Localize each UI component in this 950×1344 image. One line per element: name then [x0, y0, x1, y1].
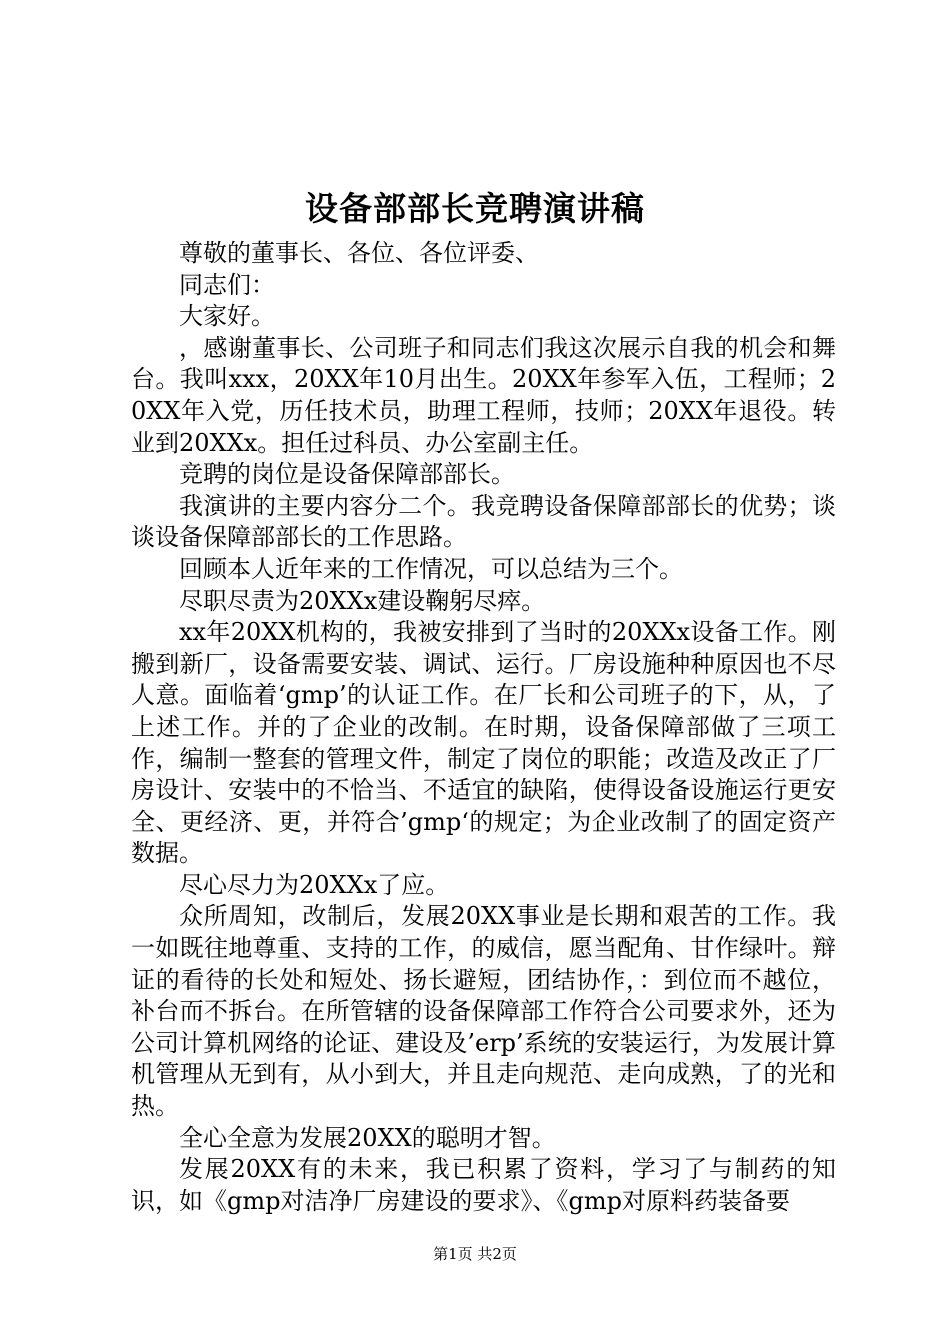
- paragraph-position: 竞聘的岗位是设备保障部部长。: [179, 460, 515, 489]
- paragraph-heading-three: 全心全意为发展20XX的聪明才智。: [179, 1123, 556, 1152]
- paragraph-equipment-work: xx年20XX机构的，我被安排到了当时的20XXx设备工作。刚搬到新厂，设备需要安装、调试、运行。厂房设施种种原因也不尽人意。面临着‘gmp’的认证工作。在厂长和公司班子的下，从，了上述工作。并的了企业的改制。在时期，设备保障部做了三项工作，编制一整套的管理文件，制定了岗位的职能；改造及改正了厂房设计、安装中的不恰当、不适宜的缺陷，使得设备设施运行更安全、更经济、更，并符合’gmp‘的规定；为企业改制了的固定资产数据。: [131, 618, 836, 868]
- page-footer: 第1页 共2页: [433, 1245, 517, 1263]
- paragraph-greeting: 大家好。: [179, 302, 275, 331]
- paragraph-teamwork: 众所周知，改制后，发展20XX事业是长期和艰苦的工作。我一如既往地尊重、支持的工作，的威信，愿当配角、甘作绿叶。辩证的看待的长处和短处、扬长避短，团结协作，：到位而不越位，补台而不拆台。在所管辖的设备保障部工作符合公司要求外，还为公司计算机网络的论证、建设及’erp’系统的安装运行，为发展计算机管理从无到有，从小到大，并且走向规范、走向成熟，了的光和热。: [131, 902, 836, 1121]
- paragraph-learning: 发展20XX有的未来，我已积累了资料，学习了与制药的知识，如《gmp对洁净厂房建设的要求》、《gmp对原料药装备要: [131, 1155, 836, 1215]
- page-title: 设备部部长竞聘演讲稿: [305, 189, 645, 228]
- paragraph-review: 回顾本人近年来的工作情况，可以总结为三个。: [179, 554, 683, 583]
- paragraph-comrades: 同志们：: [179, 270, 275, 299]
- paragraph-salutation: 尊敬的董事长、各位、各位评委、: [179, 239, 539, 267]
- paragraph-outline: 我演讲的主要内容分二个。我竞聘设备保障部部长的优势；谈谈设备保障部部长的工作思路。: [131, 491, 836, 552]
- paragraph-heading-one: 尽职尽责为20XXx建设鞠躬尽瘁。: [179, 586, 546, 615]
- document-body: [131, 238, 836, 1217]
- paragraph-heading-two: 尽心尽力为20XXx了应。: [179, 870, 450, 899]
- paragraph-introduction: ，感谢董事长、公司班子和同志们我这次展示自我的机会和舞台。我叫xxx，20XX年10月出生。20XX年参军入伍，工程师；20XX年入党，历任技术员，助理工程师，技师；20XX年退役。转业到20XXx。担任过科员、办公室副主任。: [131, 333, 836, 457]
